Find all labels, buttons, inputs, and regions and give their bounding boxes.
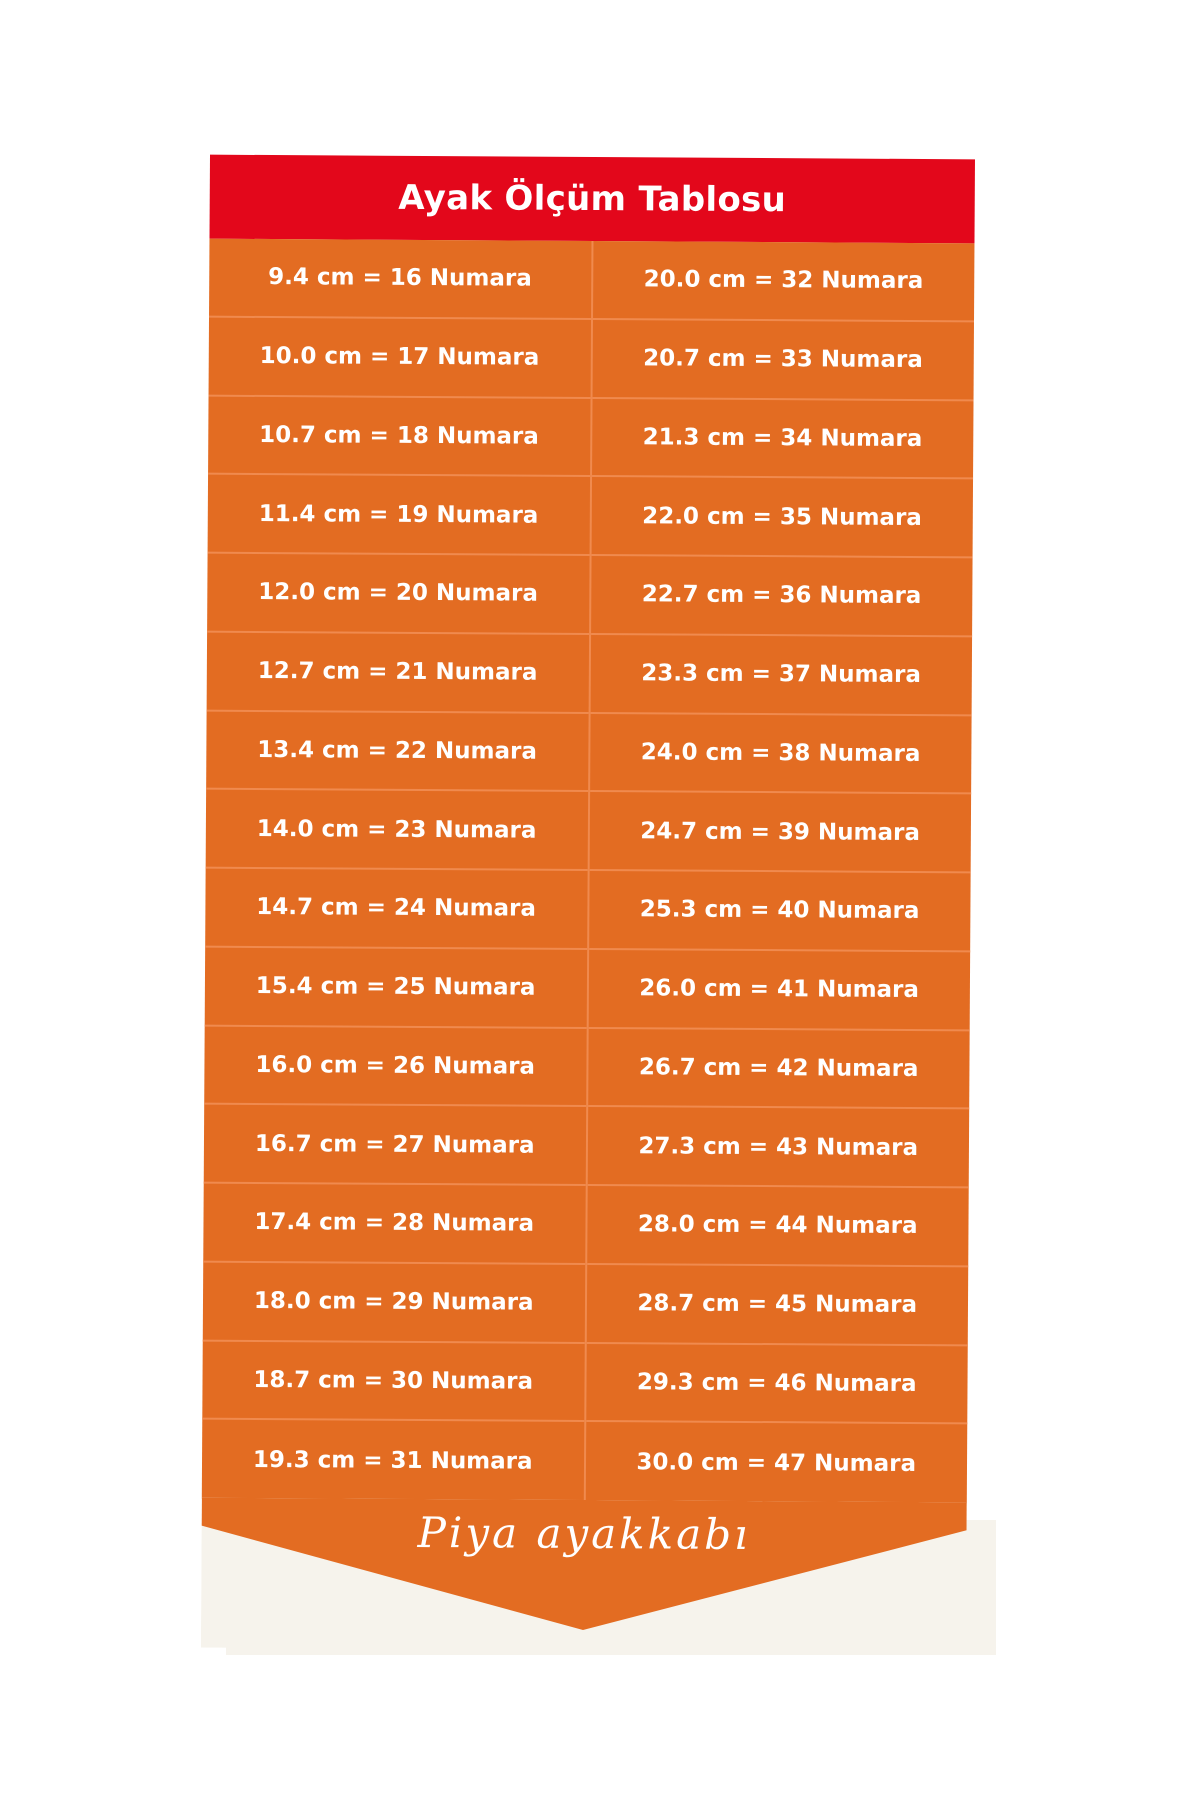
size-cell: 25.3 cm = 40 Numara bbox=[589, 871, 971, 952]
size-cell: 22.7 cm = 36 Numara bbox=[591, 556, 973, 637]
size-cell: 13.4 cm = 22 Numara bbox=[206, 711, 588, 792]
size-cell: 28.0 cm = 44 Numara bbox=[587, 1186, 969, 1267]
size-cell: 16.0 cm = 26 Numara bbox=[204, 1026, 586, 1107]
size-cell: 16.7 cm = 27 Numara bbox=[204, 1105, 586, 1186]
size-cell: 14.0 cm = 23 Numara bbox=[206, 790, 588, 871]
chart-header bbox=[209, 155, 974, 244]
size-chart-card bbox=[201, 155, 975, 1654]
size-cell: 24.0 cm = 38 Numara bbox=[590, 713, 972, 794]
size-cell: 11.4 cm = 19 Numara bbox=[208, 475, 590, 556]
size-cell: 18.7 cm = 30 Numara bbox=[202, 1341, 584, 1422]
size-cell: 14.7 cm = 24 Numara bbox=[205, 869, 587, 950]
brand-name: Piya ayakkabı bbox=[417, 1507, 751, 1559]
size-table bbox=[202, 239, 975, 1504]
size-cell: 21.3 cm = 34 Numara bbox=[592, 399, 974, 480]
size-cell: 15.4 cm = 25 Numara bbox=[205, 947, 587, 1028]
size-cell: 20.7 cm = 33 Numara bbox=[592, 320, 974, 401]
size-cell: 10.7 cm = 18 Numara bbox=[208, 396, 590, 477]
size-cell: 23.3 cm = 37 Numara bbox=[590, 635, 972, 716]
size-cell: 26.7 cm = 42 Numara bbox=[588, 1028, 970, 1109]
size-cell: 12.0 cm = 20 Numara bbox=[207, 554, 589, 635]
size-cell: 29.3 cm = 46 Numara bbox=[586, 1343, 968, 1424]
size-cell: 27.3 cm = 43 Numara bbox=[587, 1107, 969, 1188]
size-cell: 19.3 cm = 31 Numara bbox=[252, 1446, 533, 1475]
right-size-column bbox=[585, 241, 974, 1503]
size-cell: 12.7 cm = 21 Numara bbox=[207, 632, 589, 713]
size-cell: 22.0 cm = 35 Numara bbox=[591, 477, 973, 558]
size-cell: 20.0 cm = 32 Numara bbox=[593, 241, 975, 322]
size-cell: 24.7 cm = 39 Numara bbox=[589, 792, 971, 873]
size-cell: 26.0 cm = 41 Numara bbox=[588, 950, 970, 1031]
chart-title: Ayak Ölçüm Tablosu bbox=[398, 177, 787, 221]
left-size-column bbox=[202, 239, 593, 1501]
size-cell: 30.0 cm = 47 Numara bbox=[636, 1448, 917, 1477]
size-cell: 18.0 cm = 29 Numara bbox=[203, 1262, 585, 1343]
size-cell: 17.4 cm = 28 Numara bbox=[203, 1184, 585, 1265]
size-cell: 28.7 cm = 45 Numara bbox=[586, 1265, 968, 1346]
size-cell: 9.4 cm = 16 Numara bbox=[209, 239, 591, 320]
size-cell: 10.0 cm = 17 Numara bbox=[209, 317, 591, 398]
